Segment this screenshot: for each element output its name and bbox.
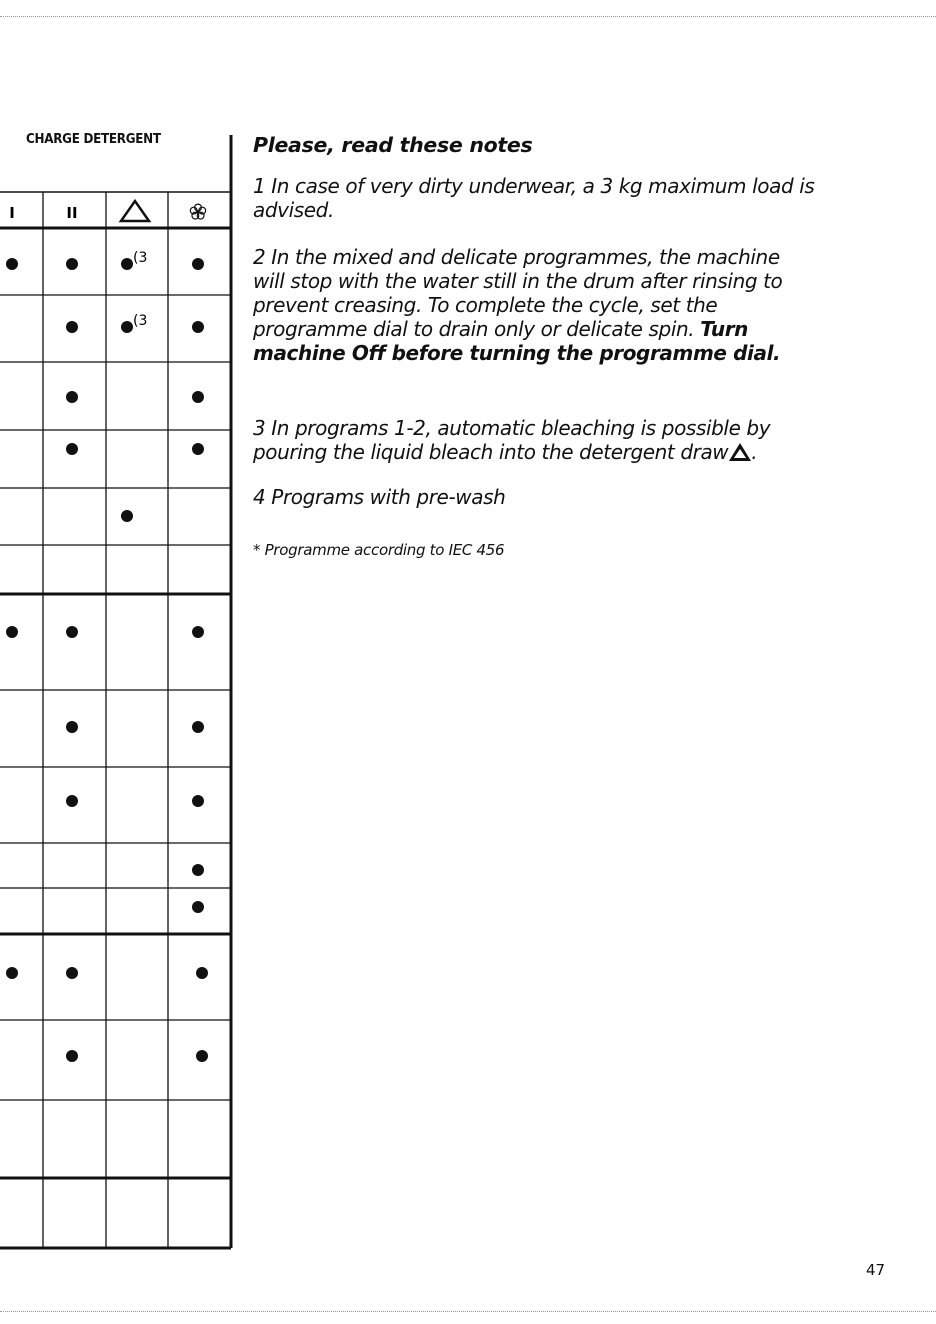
table-dot: [192, 391, 204, 403]
notes-heading: Please, read these notes: [253, 133, 533, 157]
table-dot: [196, 1050, 208, 1062]
scan-border-bottom: [0, 1311, 936, 1312]
footnote: * Programme according to IEC 456: [253, 541, 505, 559]
bleach-triangle-icon: [121, 201, 149, 221]
table-dot: [196, 967, 208, 979]
table-dot: [66, 795, 78, 807]
table-dot: [66, 443, 78, 455]
table-dot: [66, 258, 78, 270]
table-dot: [66, 1050, 78, 1062]
table-dot: [192, 901, 204, 913]
note-2: [253, 245, 903, 365]
table-dot: [192, 864, 204, 876]
note-4: 4 Programs with pre-wash: [253, 485, 506, 509]
header-label-1: I: [9, 204, 15, 222]
table-dot: [192, 721, 204, 733]
page-number: 47: [866, 1261, 886, 1279]
softener-flower-icon-center: [196, 210, 199, 213]
table-title: CHARGE DETERGENT: [26, 132, 161, 147]
bleach-triangle-icon: [729, 443, 751, 461]
footnote-mark: (3: [133, 313, 148, 329]
table-dot: [192, 443, 204, 455]
table-dot: [6, 626, 18, 638]
table-dot: [121, 510, 133, 522]
note-3-text: 3 In programs 1-2, automatic bleaching is possible by pouring the liquid bleach into the detergent draw: [253, 416, 771, 464]
note-2-text: 2 In the mixed and delicate programmes, the machine will stop with the water still in the drum after rinsing to prevent creasing. To complete the cycle, set the programme dial to drain only or delicate spin.: [253, 245, 783, 341]
table-dot: [66, 721, 78, 733]
table-dot: [192, 626, 204, 638]
table-dot: [66, 391, 78, 403]
table-dot: [66, 626, 78, 638]
note-1: 1 In case of very dirty underwear, a 3 kg maximum load is advised.: [253, 174, 815, 222]
table-dot: [121, 258, 133, 270]
table-dot: [66, 321, 78, 333]
detergent-table: [0, 0, 260, 1262]
header-label-2: II: [66, 204, 78, 222]
table-dot: [192, 258, 204, 270]
note-3: [253, 416, 903, 464]
table-dot: [192, 321, 204, 333]
note-2-warning: Turn machine Off before turning the programme dial.: [253, 317, 781, 365]
note-3-end: .: [751, 440, 758, 464]
table-dot: [121, 321, 133, 333]
notes-section: [253, 132, 903, 574]
table-dot: [66, 967, 78, 979]
table-dot: [6, 258, 18, 270]
table-dot: [6, 967, 18, 979]
table-dot: [192, 795, 204, 807]
footnote-mark: (3: [133, 250, 148, 266]
